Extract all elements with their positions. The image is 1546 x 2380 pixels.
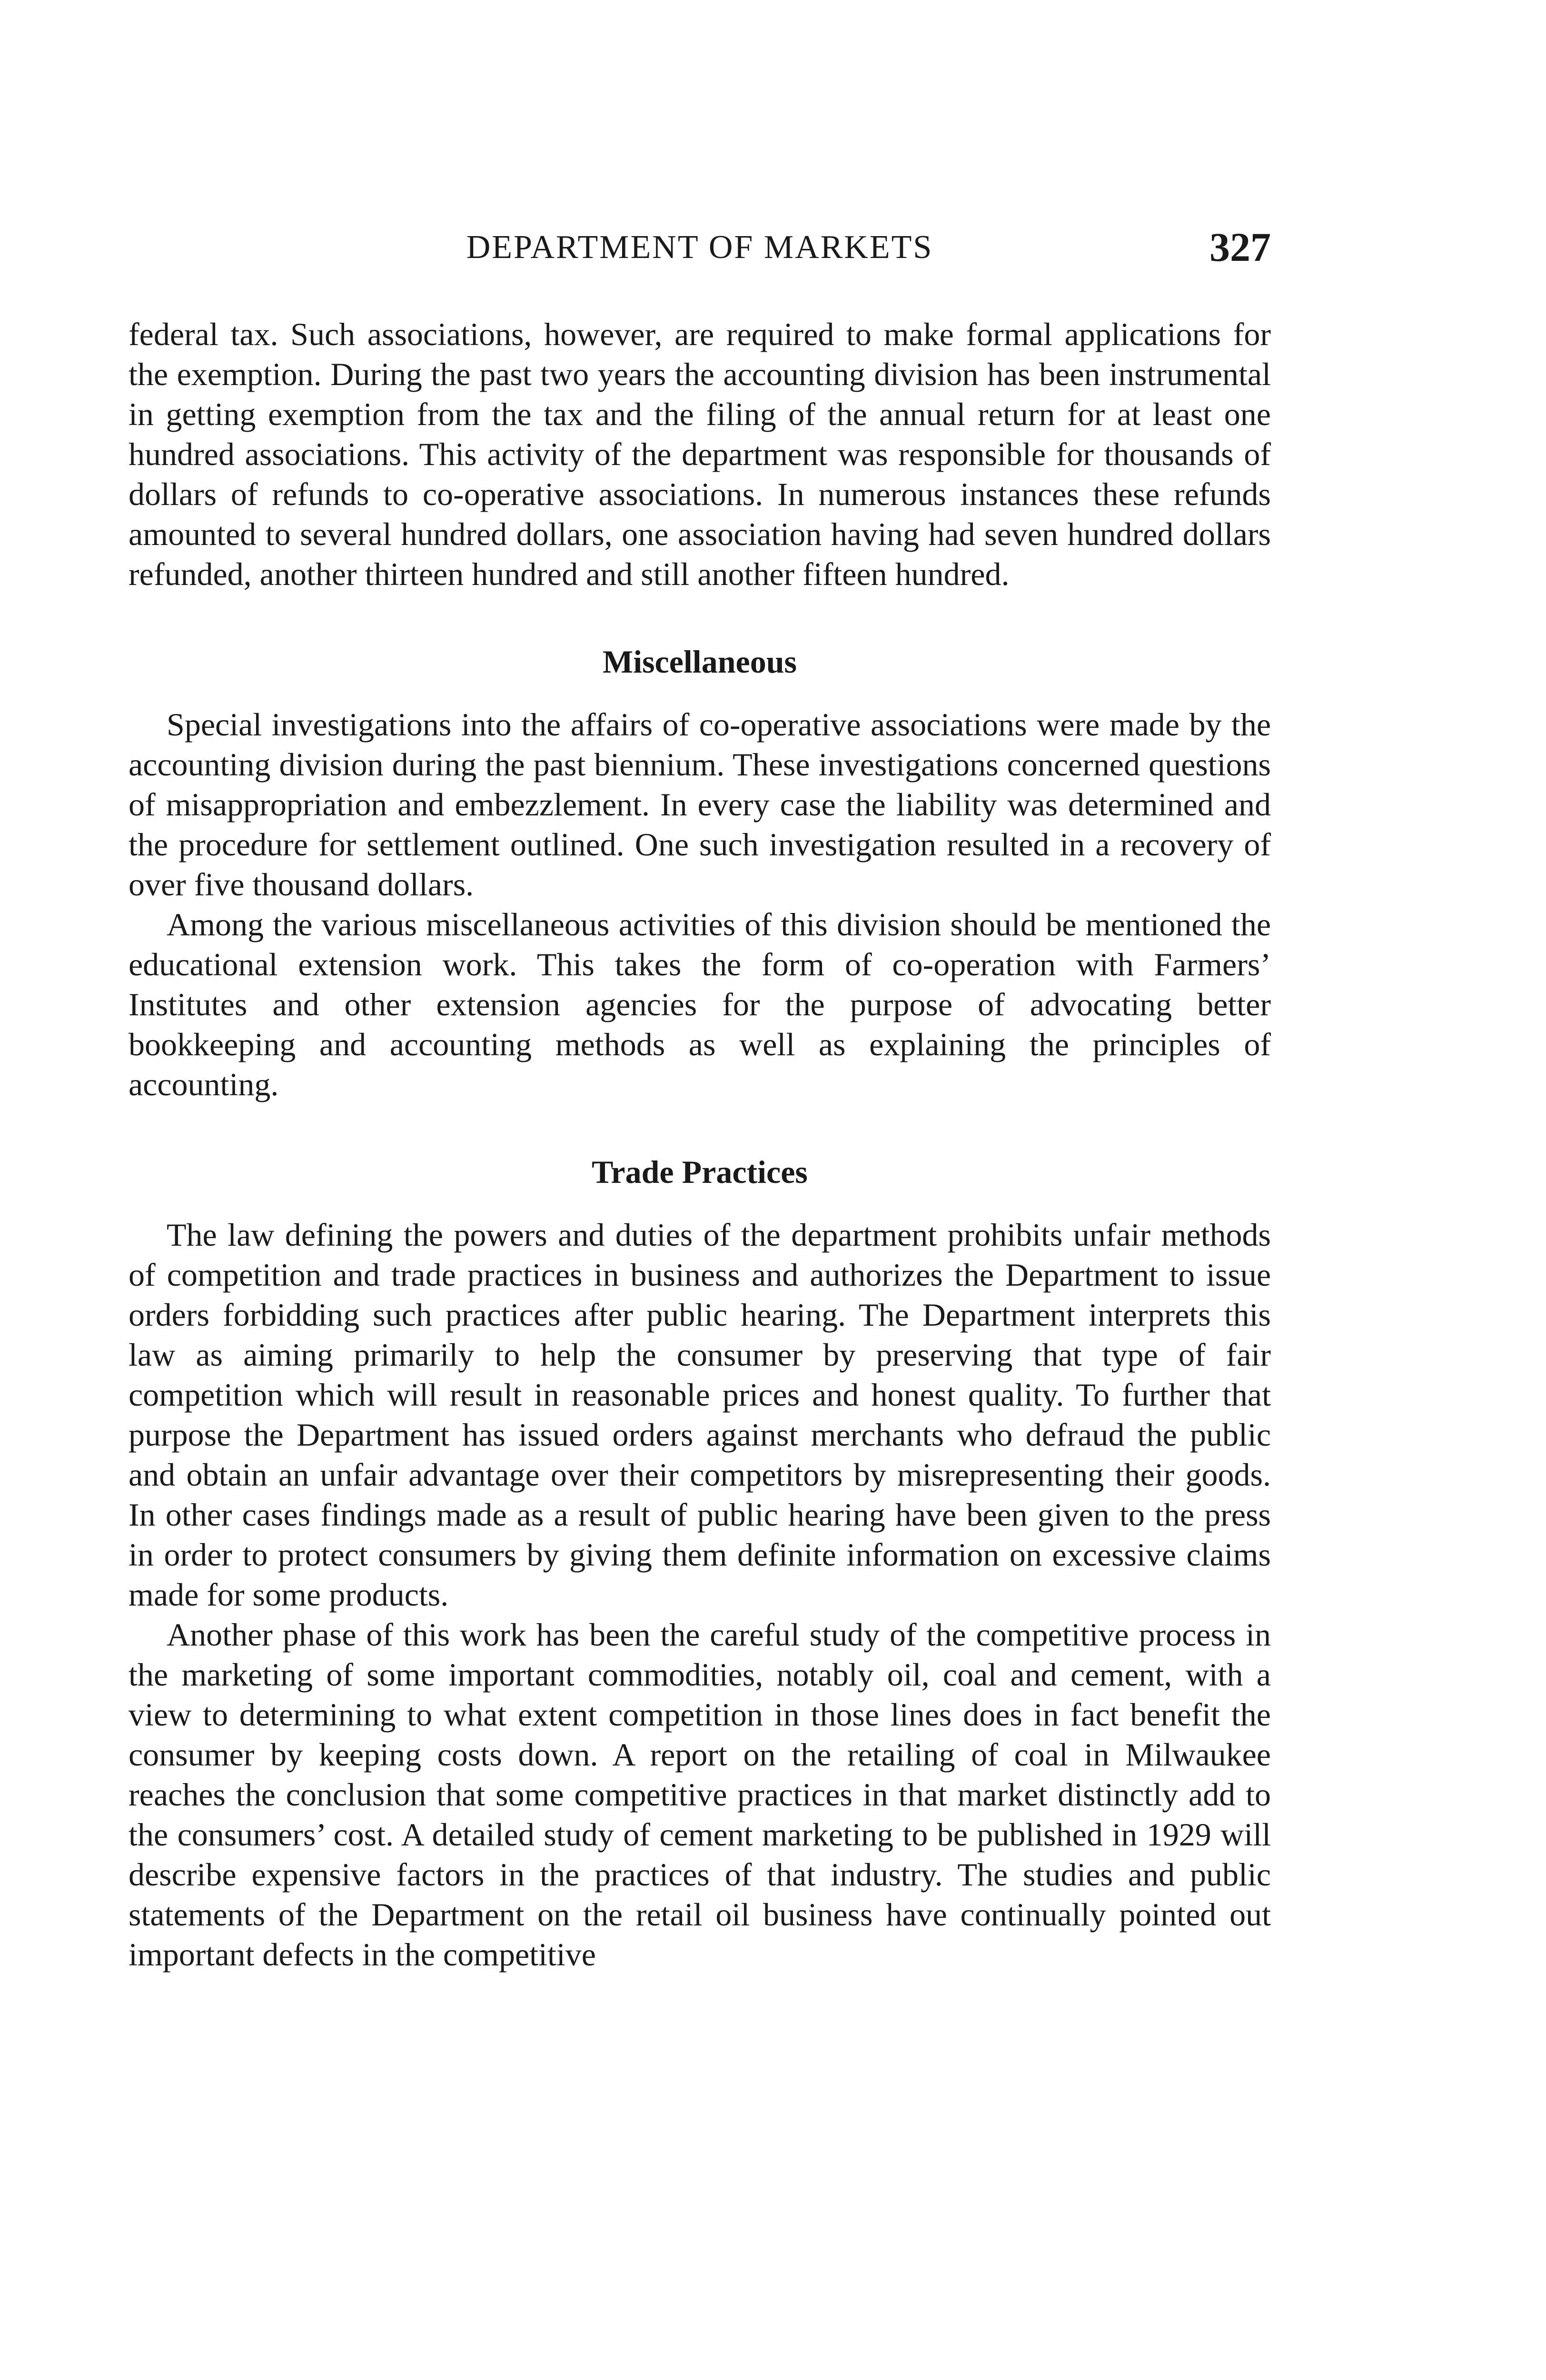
paragraph-1: federal tax. Such associations, however, are required to make formal applications for the exemption. During the past two years the accounting division has been instrumental in getting exemption from the tax and the filing of the annual return for at least one hundred associations. This activity of the department was responsible for thousands of dollars of refunds to co-operative associations. In numerous instances these refunds amounted to several hundred dollars, one association having had seven hundred dollars refunded, another thirteen hundred and still another fifteen hundred. <box>129 316 1271 592</box>
page-number: 327 <box>1209 224 1271 270</box>
spacer <box>129 682 1271 704</box>
section-heading-miscellaneous: Miscellaneous <box>603 644 797 680</box>
paragraph-3: Among the various miscellaneous activities of this division should be mentioned the educational extension work. This takes the form of co-operation with Farmers’ Institutes and other extension agencies for the purpose of advocating better bookkeeping and accounting methods as well as explaining the principles of accounting. <box>129 906 1271 1102</box>
spacer <box>129 1104 1271 1152</box>
spacer <box>129 594 1271 642</box>
body-text <box>129 314 1271 1974</box>
section-heading-trade-practices: Trade Practices <box>592 1154 808 1190</box>
running-title: DEPARTMENT OF MARKETS <box>466 229 933 266</box>
spacer <box>129 1192 1271 1215</box>
paragraph-2: Special investigations into the affairs of co-operative associations were made by the accounting division during the past biennium. These investigations concerned questions of misappropriation and embezzlement. In every case the liability was determined and the procedure for settlement outlined. One such investigation resulted in a recovery of over five thousand dollars. <box>129 706 1271 902</box>
paragraph-5: Another phase of this work has been the careful study of the competitive process in the marketing of some important commodities, notably oil, coal and cement, with a view to determining to what extent competition in those lines does in fact benefit the consumer by keeping costs down. A report on the retailing of coal in Milwaukee reaches the conclusion that some competitive practices in that market distinctly add to the consumers’ cost. A detailed study of cement marketing to be published in 1929 will describe expensive factors in the practices of that industry. The studies and public statements of the Department on the retail oil business have continually pointed out important defects in the competitive <box>129 1616 1271 1973</box>
paragraph-4: The law defining the powers and duties of the department prohibits unfair methods of competition and trade practices in business and authorizes the Department to issue orders forbidding such practices after public hearing. The Department interprets this law as aiming primarily to help the consumer by preserving that type of fair competition which will result in reasonable prices and honest quality. To further that purpose the Department has issued orders against merchants who defraud the public and obtain an unfair advantage over their competitors by misrepresenting their goods. In other cases findings made as a result of public hearing have been given to the press in order to protect consumers by giving them definite information on excessive claims made for some products. <box>129 1217 1271 1613</box>
running-header <box>129 224 1271 271</box>
